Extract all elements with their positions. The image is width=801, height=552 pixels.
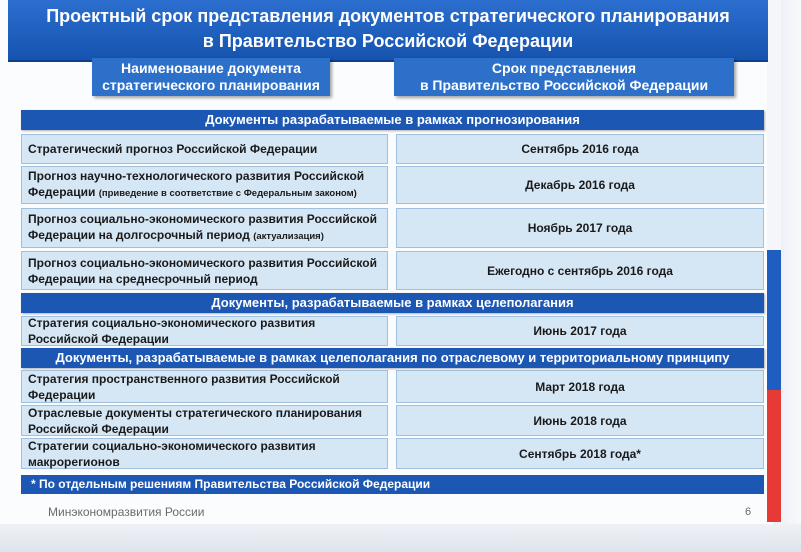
column-header-deadline-line-1: Срок представления [491,60,637,76]
document-name: Прогноз социально-экономического развития Российской [28,255,377,270]
section-heading-sectoral-territorial: Документы, разрабатываемые в рамках целеполагания по отраслевому и территориальному принципу [21,348,764,368]
document-name: Стратегия социально-экономического развития [28,316,316,330]
document-name: Стратегии социально-экономического развития [28,438,316,453]
document-row [21,166,388,204]
flag-white-stripe [767,0,781,250]
document-note: (актуализация) [253,231,324,242]
document-name: Стратегия пространственного развития Российской [28,371,340,386]
document-name-continued: Российской Федерации [28,421,169,436]
document-name: Стратегический прогноз Российской Федерации [28,142,318,156]
page-number: 6 [745,506,752,518]
document-name-continued: Федерации [28,185,96,199]
deadline-cell: Сентябрь 2016 года [396,134,764,164]
section-heading-forecasting: Документы разрабатываемые в рамках прогнозирования [21,110,764,130]
document-name: Отраслевые документы стратегического планирования [28,405,363,420]
deadline-cell: Март 2018 года [396,370,764,403]
deadline-cell: Июнь 2017 года [396,316,764,346]
deadline-cell: Ноябрь 2017 года [396,208,764,248]
document-name-continued: Федерации на долгосрочный период [28,228,250,242]
section-heading-goal-setting: Документы, разрабатываемые в рамках целеполагания [21,293,764,313]
column-header-deadline-line-2: в Правительство Российской Федерации [419,77,709,93]
deadline-cell: Сентябрь 2018 года* [396,438,764,469]
slide-title [8,4,768,54]
column-header-document-line-1: Наименование документа [121,60,301,76]
column-header-document [92,58,330,96]
column-header-deadline [394,58,734,96]
document-row [21,316,388,346]
deadline-cell: Июнь 2018 года [396,405,764,436]
document-row [21,134,388,164]
document-note: (приведение в соответствие с Федеральным законом) [98,188,357,199]
title-line-2: в Правительство Российской Федерации [202,31,574,51]
footnote: * По отдельным решениям Правительства Российской Федерации [21,475,764,494]
deadline-cell: Декабрь 2016 года [396,166,764,204]
document-name-continued: Российской Федерации [28,332,169,346]
deadline-cell: Ежегодно с сентябрь 2016 года [396,251,764,290]
column-header-document-line-2: стратегического планирования [102,77,320,93]
document-name: Прогноз социально-экономического развития Российской [28,212,377,226]
flag-blue-stripe [767,250,781,390]
document-name-continued: Федерации на среднесрочный период [28,271,258,286]
document-name: Прогноз научно-технологического развития Российской [28,169,365,183]
footer-organization: Минэкономразвития России [48,505,205,519]
bottom-edge-shadow [0,524,801,552]
document-row [21,370,388,403]
document-row [21,208,388,248]
document-name-continued: макрорегионов [28,454,120,469]
document-row [21,405,388,436]
document-name-continued: Федерации [28,387,96,402]
title-line-1: Проектный срок представления документов стратегического планирования [46,6,730,26]
document-row [21,438,388,469]
document-row [21,251,388,290]
flag-red-stripe [767,390,781,522]
